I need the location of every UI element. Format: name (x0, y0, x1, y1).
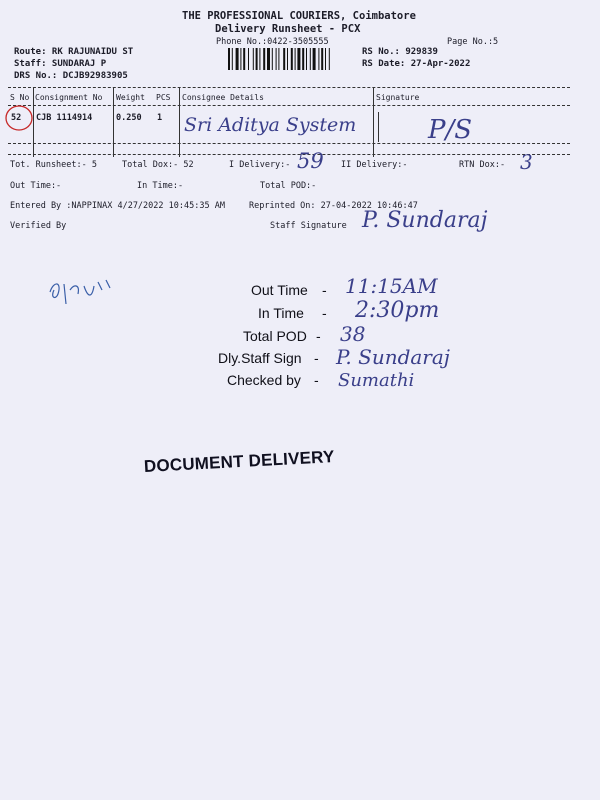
row-rule (8, 143, 570, 144)
total-runsheet: Tot. Runsheet:- 5 (10, 160, 97, 170)
total-pod-handwritten: 38 (340, 322, 366, 346)
col-divider (373, 87, 374, 157)
barcode-bar (287, 48, 288, 70)
out-time-label: Out Time:- (10, 181, 62, 191)
table-top-rule (8, 87, 570, 88)
route-label: Route: RK RAJUNAIDU ST (14, 47, 134, 57)
row-weight: 0.250 (116, 113, 142, 123)
rs-date: RS Date: 27-Apr-2022 (362, 59, 471, 69)
barcode-bar (313, 48, 316, 70)
entered-by: Entered By :NAPPINAX 4/27/2022 10:45:35 AM (10, 201, 225, 211)
col-header-sno: S No (10, 93, 30, 102)
col-header-signature: Signature (376, 93, 420, 102)
staff-sign-stamp-label: Dly.Staff Sign (218, 350, 302, 366)
barcode-bar (243, 48, 245, 70)
rs-number: RS No.: 929839 (362, 47, 438, 57)
total-pod-stamp-label: Total POD (243, 328, 307, 344)
staff-signature-handwritten: P. Sundaraj (362, 208, 488, 233)
i-delivery-label: I Delivery:- (229, 160, 291, 170)
handwritten-scribble (44, 270, 122, 310)
page-number: Page No.:5 (447, 37, 499, 47)
barcode (228, 48, 356, 70)
out-time-stamp-label: Out Time (251, 282, 308, 298)
rtn-dox-label: RTN Dox:- (459, 160, 506, 170)
barcode-bar (321, 48, 323, 70)
out-time-separator: - (322, 282, 327, 298)
barcode-bar (318, 48, 319, 70)
barcode-bar (278, 48, 279, 70)
barcode-bar (295, 48, 296, 70)
barcode-bar (259, 48, 260, 70)
total-dox: Total Dox:- 52 (122, 160, 194, 170)
barcode-bar (256, 48, 258, 70)
staff-signature-label: Staff Signature (270, 221, 347, 231)
col-divider (113, 87, 114, 157)
checked-by-stamp-label: Checked by (227, 372, 301, 388)
i-delivery-handwritten: 59 (297, 149, 324, 173)
barcode-bar (291, 48, 293, 70)
row-consignment: CJB 1114914 (36, 113, 93, 123)
in-time-handwritten: 2:30pm (355, 298, 440, 323)
in-time-stamp-label: In Time (258, 305, 304, 321)
barcode-bar (329, 48, 330, 70)
barcode-bar (263, 48, 265, 70)
barcode-bar (272, 48, 273, 70)
barcode-bar (306, 48, 307, 70)
barcode-bar (267, 48, 270, 70)
barcode-bar (236, 48, 239, 70)
in-time-label: In Time:- (137, 181, 184, 191)
header-rule (8, 105, 570, 106)
barcode-bar (240, 48, 241, 70)
row-consignee-handwritten: Sri Aditya System (184, 114, 357, 136)
col-header-consignment: Consignment No (35, 93, 103, 102)
barcode-bar (253, 48, 254, 70)
out-time-handwritten: 11:15AM (345, 274, 438, 298)
row-signature-handwritten: P/S (428, 115, 473, 145)
staff-sign-handwritten: P. Sundaraj (336, 345, 450, 369)
total-pod-label: Total POD:- (260, 181, 317, 191)
sno-circle-mark (3, 102, 37, 134)
in-time-separator: - (322, 305, 327, 321)
col-header-weight: Weight (116, 93, 145, 102)
drs-number: DRS No.: DCJB92983905 (14, 71, 128, 81)
col-divider (378, 112, 379, 142)
staff-sign-separator: - (314, 350, 319, 366)
checked-by-handwritten: Sumathi (338, 370, 415, 391)
company-title: THE PROFESSIONAL COURIERS, Coimbatore (182, 10, 416, 22)
row-pcs: 1 (157, 113, 163, 123)
barcode-bar (232, 48, 233, 70)
total-pod-separator: - (316, 328, 321, 344)
barcode-bar (283, 48, 285, 70)
document-delivery-stamp: DOCUMENT DELIVERY (143, 447, 335, 476)
verified-by-label: Verified By (10, 221, 67, 231)
document-title: Delivery Runsheet - PCX (215, 23, 361, 35)
table-bottom-rule (8, 154, 570, 155)
col-header-consignee: Consignee Details (182, 93, 264, 102)
col-header-pcs: PCS (156, 93, 171, 102)
rtn-dox-handwritten: 3 (520, 150, 533, 174)
col-divider (179, 87, 180, 157)
barcode-bar (248, 48, 249, 70)
checked-by-separator: - (314, 372, 319, 388)
barcode-bar (302, 48, 304, 70)
barcode-bar (297, 48, 300, 70)
reprinted-on: Reprinted On: 27-04-2022 10:46:47 (249, 201, 418, 211)
phone-number: Phone No.:0422-3505555 (216, 37, 329, 47)
barcode-bar (228, 48, 230, 70)
barcode-bar (310, 48, 311, 70)
row-sno: 52 (11, 113, 22, 123)
barcode-bar (325, 48, 326, 70)
staff-label: Staff: SUNDARAJ P (14, 59, 107, 69)
ii-delivery-label: II Delivery:- (341, 160, 408, 170)
barcode-bar (276, 48, 277, 70)
